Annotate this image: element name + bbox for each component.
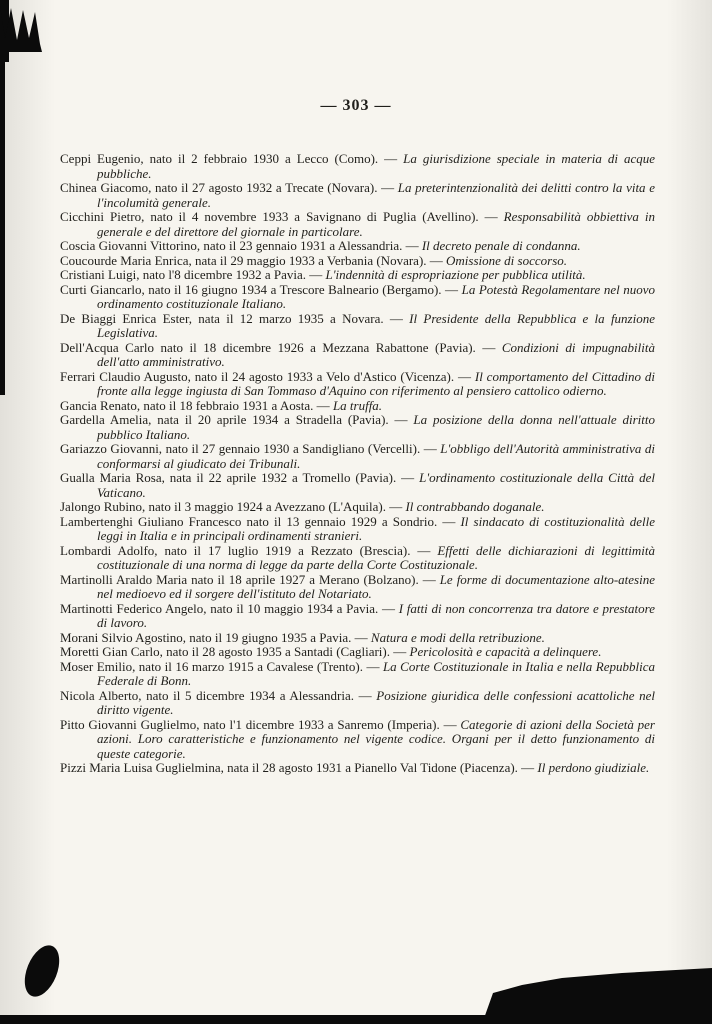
list-item [60,602,655,631]
entry-title: La Corte Costituzionale in Italia e nella Repubblica Federale di Bonn. [97,658,655,688]
entry-lead: Pizzi Maria Luisa Guglielmina, nata il 28 agosto 1931 a Pianello Val Tidone (Piacenza). — [60,760,538,775]
entry-lead: Chinea Giacomo, nato il 27 agosto 1932 a Trecate (Novara). — [60,180,398,195]
binding-shadow [0,0,55,1024]
list-item [60,471,655,500]
page-number: — 303 — [320,97,392,114]
list-item [60,268,655,283]
entry-lead: Gardella Amelia, nata il 20 aprile 1934 a Stradella (Pavia). — [60,412,414,427]
entry-title: La giurisdizione speciale in materia di acque pubbliche. [97,151,655,181]
entry-title: Condizioni di impugnabilità dell'atto amministrativo. [97,339,655,369]
list-item [60,544,655,573]
entry-lead: Moser Emilio, nato il 16 marzo 1915 a Cavalese (Trento). — [60,658,383,674]
entry-lead: Lombardi Adolfo, nato il 17 luglio 1919 a Rezzato (Brescia). — [60,542,438,558]
entry-lead: Gancia Renato, nato il 18 febbraio 1931 a Aosta. — [60,397,333,413]
list-item [60,500,655,515]
entry-title: L'ordinamento costituzionale della Città del Vaticano. [97,470,655,500]
entry-lead: Dell'Acqua Carlo nato il 18 dicembre 1926 a Mezzana Rabattone (Pavia). — [60,339,502,355]
list-item [60,645,655,660]
entry-title: Pericolosità e capacità a delinquere. [409,644,602,659]
entry-title: La Potestà Regolamentare nel nuovo ordinamento costituzionale Italiano. [97,281,655,311]
list-item [60,718,655,762]
entry-title: Il decreto penale di condanna. [421,238,581,253]
entry-lead: De Biaggi Enrica Ester, nata il 12 marzo 1935 a Novara. — [60,310,410,326]
list-item [60,399,655,414]
entry-lead: Coscia Giovanni Vittorino, nato il 23 gennaio 1931 a Alessandria. — [60,238,422,253]
scan-artifact-bottom-left-blob [18,945,66,1002]
list-item [60,413,655,442]
entry-lead: Pitto Giovanni Guglielmo, nato l'1 dicembre 1933 a Sanremo (Imperia). — [60,716,461,732]
scan-artifact-bottom [0,945,712,1024]
entry-lead: Curti Giancarlo, nato il 16 giugno 1934 a Trescore Balneario (Bergamo). — [60,281,462,297]
entry-list [60,152,655,776]
list-item [60,283,655,312]
list-item [60,210,655,239]
list-item [60,660,655,689]
entry-title: L'obbligo dell'Autorità amministrativa di conformarsi al giudicato dei Tribunali. [97,441,655,471]
list-item [60,631,655,646]
entry-lead: Moretti Gian Carlo, nato il 28 agosto 1935 a Santadi (Cagliari). — [60,644,410,659]
entry-title: Il perdono giudiziale. [537,760,650,775]
list-item [60,689,655,718]
entry-title: La preterintenzionalità dei delitti contro la vita e l'incolumità generale. [97,180,655,210]
entry-lead: Jalongo Rubino, nato il 3 maggio 1924 a Avezzano (L'Aquila). — [60,499,406,514]
scan-artifact-top-left-marks [0,4,42,52]
list-item [60,573,655,602]
page-edge-shadow [667,0,712,1024]
entry-title: L'indennità di espropriazione per pubblica utilità. [325,267,586,282]
list-item [60,761,655,776]
entry-title: Il sindacato di costituzionalità delle leggi in Italia e in principali ordinamenti stranieri. [97,513,655,543]
entry-lead: Martinolli Araldo Maria nato il 18 aprile 1927 a Merano (Bolzano). — [60,571,440,587]
entry-lead: Gualla Maria Rosa, nata il 22 aprile 1932 a Tromello (Pavia). — [60,470,420,485]
entry-title: Natura e modi della retribuzione. [370,629,545,645]
entry-lead: Lambertenghi Giuliano Francesco nato il 13 gennaio 1929 a Sondrio. — [60,513,461,529]
entry-title: I fatti di non concorrenza tra datore e prestatore di lavoro. [97,600,655,630]
entry-title: Omissione di soccorso. [446,252,567,268]
entry-title: Posizione giuridica delle confessioni acattoliche nel diritto vigente. [97,687,655,717]
list-item [60,239,655,254]
list-item [60,152,655,181]
list-item [60,254,655,269]
list-item [60,181,655,210]
list-item [60,515,655,544]
scan-artifact-bottom-strip [0,1015,712,1024]
entry-lead: Cicchini Pietro, nato il 4 novembre 1933 a Savignano di Puglia (Avellino). — [60,209,504,224]
entry-title: Effetti delle dichiarazioni di legittimità costituzionale di una norma di legge da parte della Corte Costituzionale. [97,542,655,572]
entry-title: La truffa. [332,397,383,413]
list-item [60,341,655,370]
entry-title: Responsabilità obbiettiva in generale e del direttore del giornale in particolare. [97,209,655,239]
entry-lead: Martinotti Federico Angelo, nato il 10 maggio 1934 a Pavia. — [60,600,399,616]
entry-title: Categorie di azioni della Società per azioni. Loro caratteristiche e funzionamento nel vigente codice. Organi per il detto funzionamento di queste categorie. [97,716,655,761]
entry-title: Il Presidente della Repubblica e la funzione Legislativa. [97,310,656,340]
list-item [60,312,655,341]
list-item [60,442,655,471]
entry-title: Il comportamento del Cittadino di fronte alla legge ingiusta di San Tommaso d'Aquino con riferimento al pensiero cattolico odierno. [97,368,655,398]
entry-title: Il contrabbando doganale. [405,499,545,514]
entry-lead: Ferrari Claudio Augusto, nato il 24 agosto 1933 a Velo d'Astico (Vicenza). — [60,368,475,384]
entry-title: Le forme di documentazione alto-atesine nel medioevo ed il sorgere dell'istituto del Notariato. [97,571,655,601]
entry-lead: Gariazzo Giovanni, nato il 27 gennaio 1930 a Sandigliano (Vercelli). — [60,441,441,456]
entry-lead: Nicola Alberto, nato il 5 dicembre 1934 a Alessandria. — [60,687,377,703]
entry-title: La posizione della donna nell'attuale diritto pubblico Italiano. [97,412,655,442]
entry-lead: Cristiani Luigi, nato l'8 dicembre 1932 a Pavia. — [60,267,326,282]
entry-lead: Ceppi Eugenio, nato il 2 febbraio 1930 a Lecco (Como). — [60,151,404,166]
entry-lead: Morani Silvio Agostino, nato il 19 giugno 1935 a Pavia. — [60,629,371,645]
entry-lead: Coucourde Maria Enrica, nata il 29 maggio 1933 a Verbania (Novara). — [60,252,447,268]
list-item [60,370,655,399]
